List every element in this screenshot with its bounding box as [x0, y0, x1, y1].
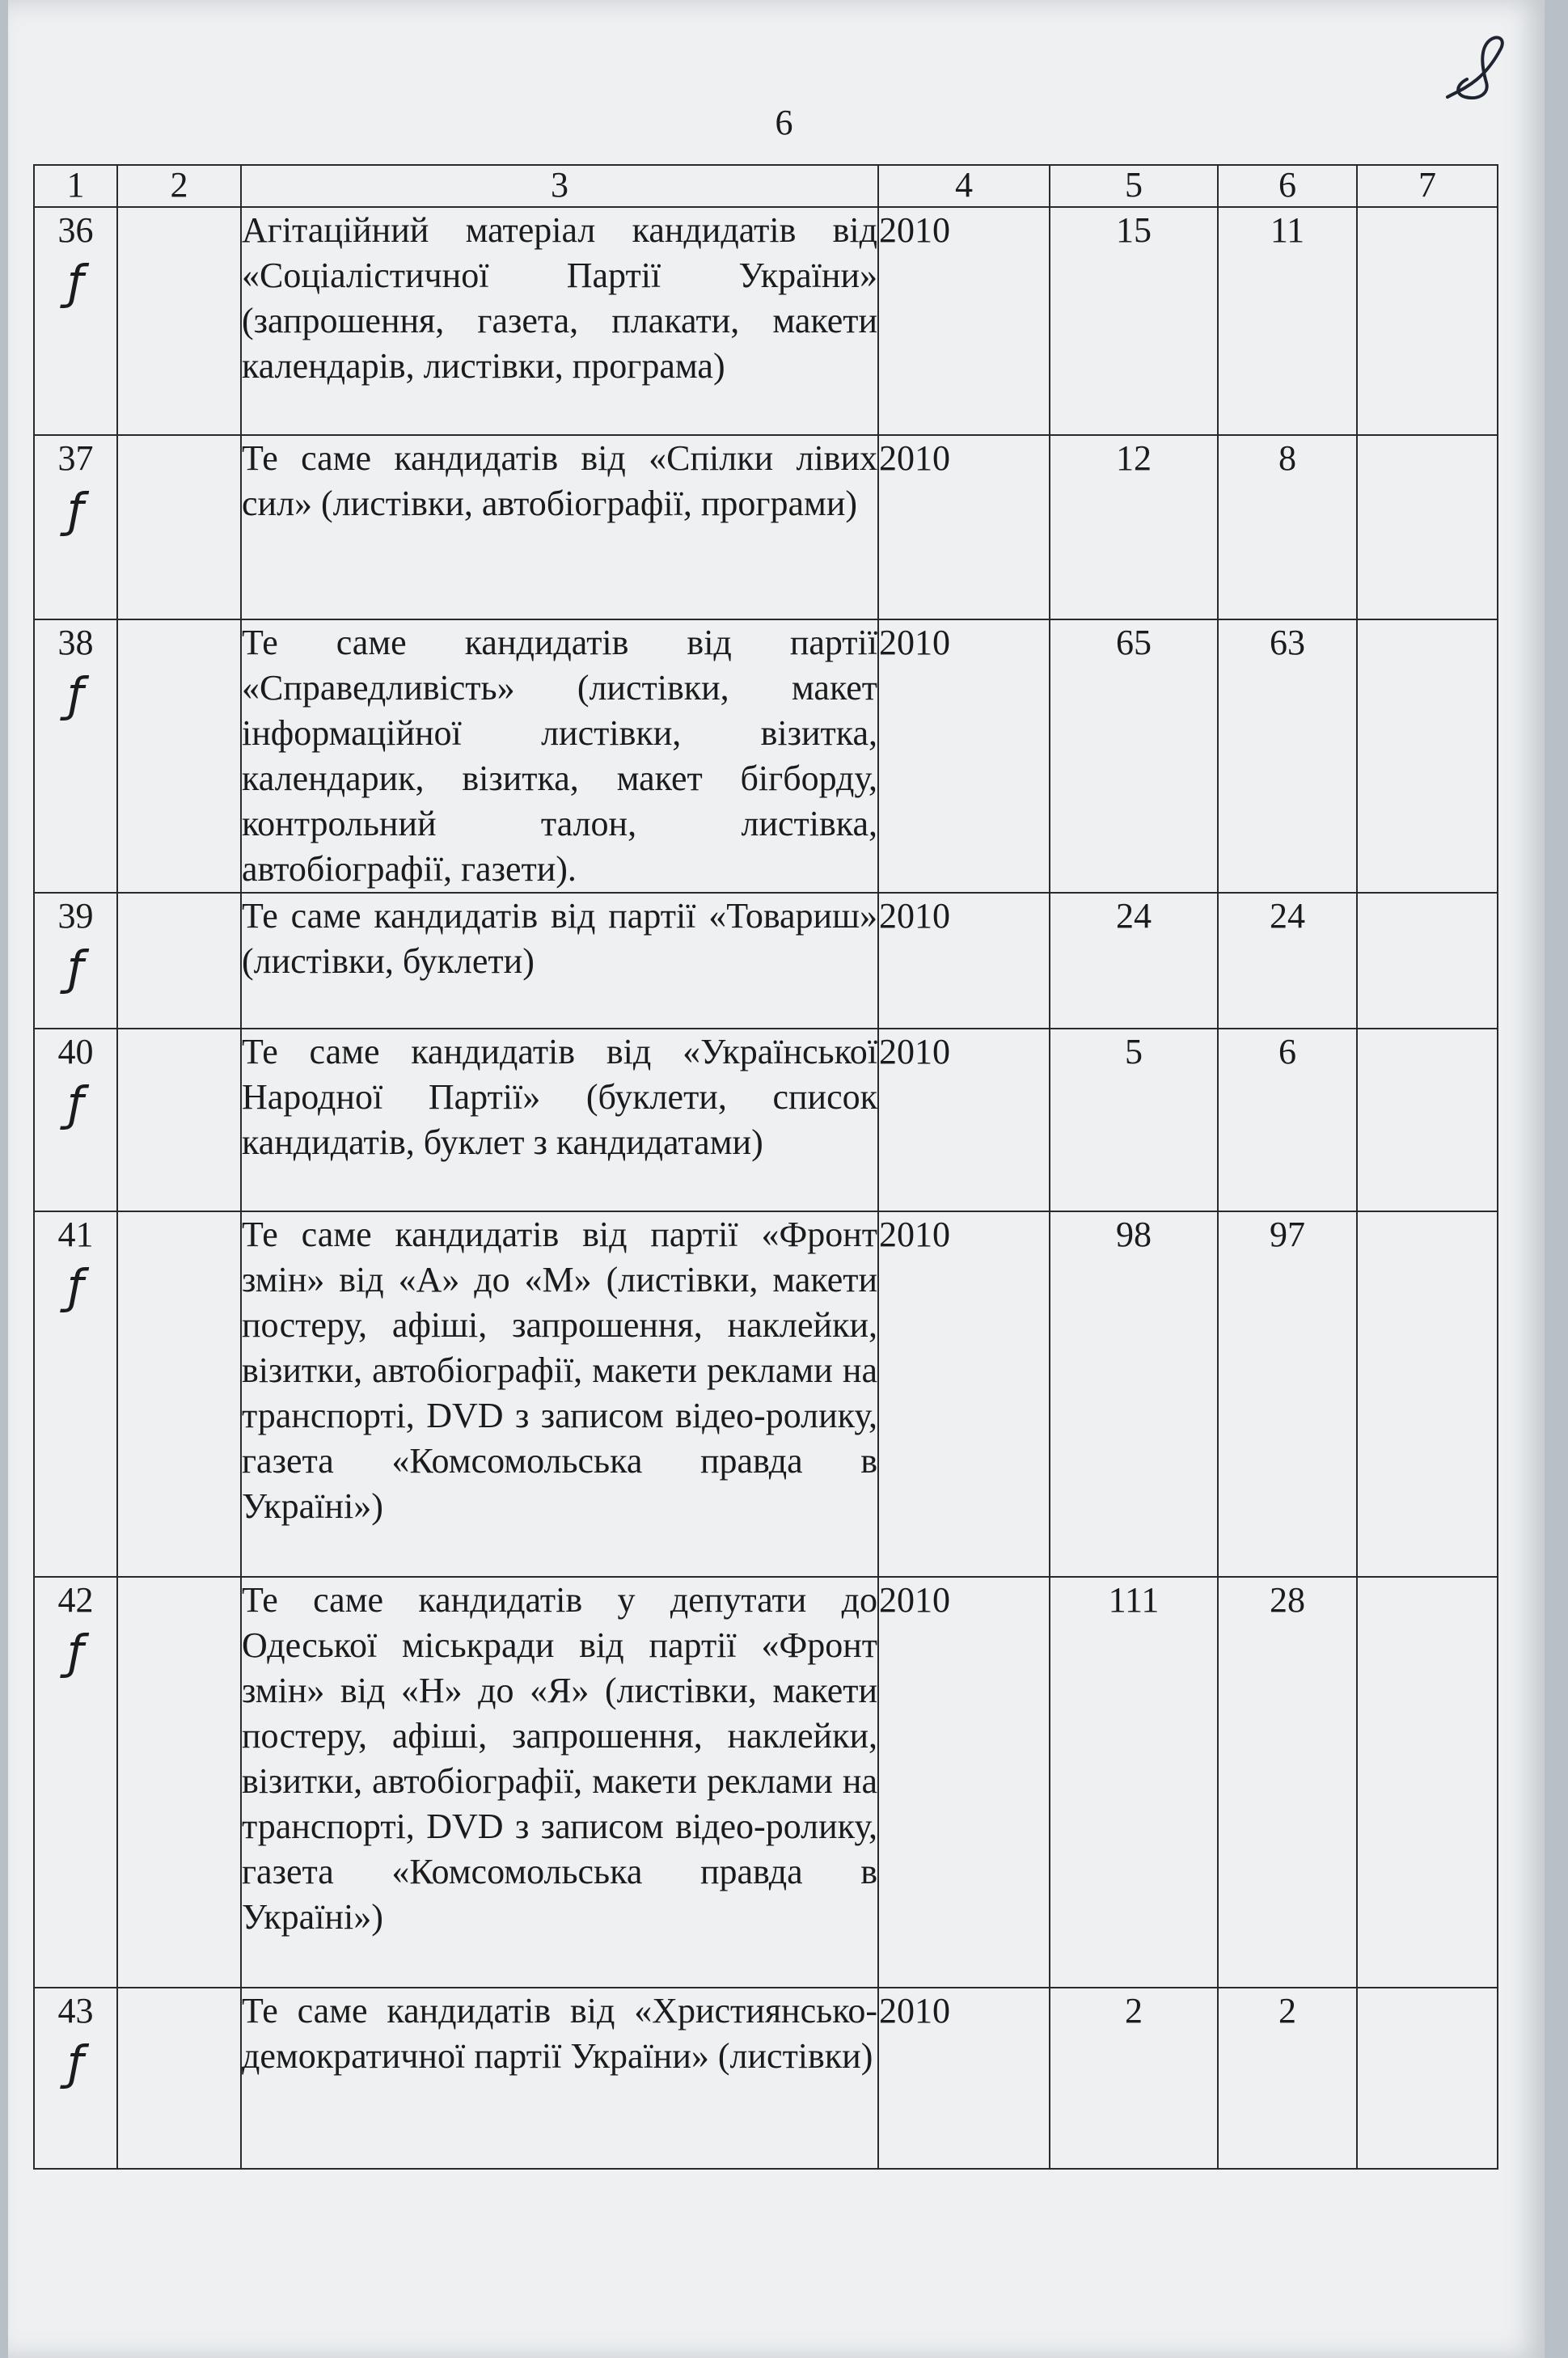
row-number: 37 — [57, 438, 94, 478]
table-row — [34, 1029, 1498, 1211]
col2-cell — [117, 1988, 241, 2169]
col5-cell: 24 — [1050, 893, 1218, 1029]
col2-cell — [117, 893, 241, 1029]
row-number-cell — [34, 619, 117, 893]
description-cell: Те саме кандидатів від «Християнсько-демократичної партії України» (листівки) — [241, 1988, 878, 2169]
row-number: 43 — [57, 1991, 94, 2030]
description-cell: Те саме кандидатів від «Спілки лівих сил» (листівки, автобіографії, програми) — [241, 435, 878, 619]
col2-cell — [117, 435, 241, 619]
header-col-4: 4 — [878, 165, 1050, 207]
year-cell: 2010 — [878, 435, 1050, 619]
table-row — [34, 207, 1498, 435]
row-number-cell — [34, 893, 117, 1029]
col6-cell: 8 — [1218, 435, 1357, 619]
header-col-2: 2 — [117, 165, 241, 207]
year-cell: 2010 — [878, 1211, 1050, 1577]
table-row — [34, 893, 1498, 1029]
year-cell: 2010 — [878, 619, 1050, 893]
header-col-6: 6 — [1218, 165, 1357, 207]
folio-number — [1430, 32, 1519, 105]
col5-cell: 2 — [1050, 1988, 1218, 2169]
checkmark-icon: ƒ — [67, 667, 84, 722]
row-number: 39 — [57, 896, 94, 936]
description-cell: Агітаційний матеріал кандидатів від «Соціалістичної Партії України» (запрошення, газета, плакати, макети календарів, листівки, програма) — [241, 207, 878, 435]
year-cell: 2010 — [878, 1988, 1050, 2169]
col5-cell: 15 — [1050, 207, 1218, 435]
col7-cell — [1357, 1577, 1498, 1988]
row-number: 36 — [57, 210, 94, 250]
header-col-7: 7 — [1357, 165, 1498, 207]
checkmark-icon: ƒ — [67, 255, 84, 310]
col7-cell — [1357, 207, 1498, 435]
checkmark-icon: ƒ — [67, 1076, 84, 1131]
table-row — [34, 619, 1498, 893]
checkmark-icon: ƒ — [67, 1625, 84, 1680]
col6-cell: 24 — [1218, 893, 1357, 1029]
row-number-cell — [34, 435, 117, 619]
header-col-3: 3 — [241, 165, 878, 207]
col2-cell — [117, 1211, 241, 1577]
row-number-cell — [34, 1988, 117, 2169]
col2-cell — [117, 1577, 241, 1988]
col6-cell: 97 — [1218, 1211, 1357, 1577]
col7-cell — [1357, 435, 1498, 619]
col7-cell — [1357, 1211, 1498, 1577]
description-cell: Те саме кандидатів від партії «Фронт змін» від «А» до «М» (листівки, макети постеру, афіші, запрошення, наклейки, візитки, автобіографії, макети реклами на транспорті, DVD з записом відео-ролику, газета «Комсомольська правда в Україні») — [241, 1211, 878, 1577]
col5-cell: 12 — [1050, 435, 1218, 619]
table-row — [34, 1988, 1498, 2169]
row-number: 42 — [57, 1580, 94, 1620]
col2-cell — [117, 1029, 241, 1211]
row-number: 38 — [57, 623, 94, 662]
description-cell: Те саме кандидатів від партії «Справедливість» (листівки, макет інформаційної листівки, візитка, календарик, візитка, макет бігборду, контрольний талон, листівка, автобіографії, газети). — [241, 619, 878, 893]
table-row — [34, 435, 1498, 619]
col6-cell: 2 — [1218, 1988, 1357, 2169]
year-cell: 2010 — [878, 1577, 1050, 1988]
col7-cell — [1357, 893, 1498, 1029]
col7-cell — [1357, 1029, 1498, 1211]
col5-cell: 65 — [1050, 619, 1218, 893]
page-number: 6 — [775, 103, 793, 142]
handwritten-folio-mark — [1430, 32, 1519, 105]
checkmark-icon: ƒ — [67, 2035, 84, 2090]
row-number-cell — [34, 207, 117, 435]
row-number-cell — [34, 1029, 117, 1211]
col2-cell — [117, 207, 241, 435]
col2-cell — [117, 619, 241, 893]
col5-cell: 5 — [1050, 1029, 1218, 1211]
table-row — [34, 1211, 1498, 1577]
description-cell: Те саме кандидатів від «Української Народної Партії» (буклети, список кандидатів, буклет з кандидатами) — [241, 1029, 878, 1211]
description-cell: Те саме кандидатів від партії «Товариш» (листівки, буклети) — [241, 893, 878, 1029]
col6-cell: 28 — [1218, 1577, 1357, 1988]
checkmark-icon: ƒ — [67, 940, 84, 995]
header-col-5: 5 — [1050, 165, 1218, 207]
row-number: 41 — [57, 1215, 94, 1254]
row-number-cell — [34, 1577, 117, 1988]
table-row — [34, 1577, 1498, 1988]
row-number: 40 — [57, 1032, 94, 1071]
checkmark-icon: ƒ — [67, 483, 84, 538]
year-cell: 2010 — [878, 1029, 1050, 1211]
row-number-cell — [34, 1211, 117, 1577]
year-cell: 2010 — [878, 207, 1050, 435]
table-header-row — [34, 165, 1498, 207]
year-cell: 2010 — [878, 893, 1050, 1029]
col7-cell — [1357, 619, 1498, 893]
col6-cell: 63 — [1218, 619, 1357, 893]
col6-cell: 11 — [1218, 207, 1357, 435]
header-col-1: 1 — [34, 165, 117, 207]
col7-cell — [1357, 1988, 1498, 2169]
col5-cell: 98 — [1050, 1211, 1218, 1577]
checkmark-icon: ƒ — [67, 1259, 84, 1314]
col6-cell: 6 — [1218, 1029, 1357, 1211]
description-cell: Те саме кандидатів у депутати до Одеської міськради від партії «Фронт змін» від «Н» до «Я» (листівки, макети постеру, афіші, запрошення, наклейки, візитки, автобіографії, макети реклами на транспорті, DVD з записом відео-ролику, газета «Комсомольська правда в Україні») — [241, 1577, 878, 1988]
col5-cell: 111 — [1050, 1577, 1218, 1988]
archive-register-table — [33, 164, 1498, 2170]
